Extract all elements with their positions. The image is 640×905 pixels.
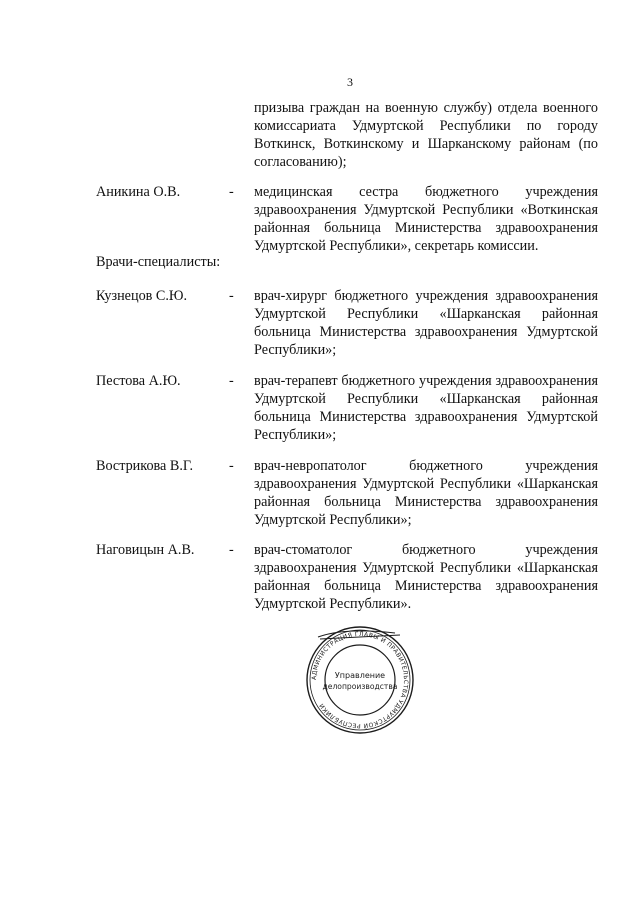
member-description: медицинская сестра бюджетного учреждения здравоохранения Удмуртской Республики «Воткинская районная больница Министерства здравоохранения Удмуртской Республики», секретарь комиссии. xyxy=(254,184,598,254)
stamp-inner-ring xyxy=(325,645,395,715)
specialist-description: врач-стоматолог бюджетного учреждения здравоохранения Удмуртской Республики «Шарканская районная больница Министерства здравоохранения Удмуртской Республики». xyxy=(254,542,598,612)
specialist-description: врач-хирург бюджетного учреждения здравоохранения Удмуртской Республики «Шарканская районная больница Министерства здравоохранения Удмуртской Республики»; xyxy=(254,288,598,358)
specialists-heading: Врачи-специалисты: xyxy=(96,254,221,270)
stamp-center-line1: Управление xyxy=(334,671,386,680)
specialist-dash: - xyxy=(229,288,234,304)
member-name: Аникина О.В. xyxy=(96,184,181,200)
specialist-description: врач-невропатолог бюджетного учреждения здравоохранения Удмуртской Республики «Шарканская районная больница Министерства здравоохранения Удмуртской Республики»; xyxy=(254,458,598,528)
specialist-description: врач-терапевт бюджетного учреждения здравоохранения Удмуртской Республики «Шарканская районная больница Министерства здравоохранения Удмуртской Республики»; xyxy=(254,373,598,443)
office-stamp xyxy=(300,625,420,735)
specialist-name: Наговицын А.В. xyxy=(96,542,195,558)
stamp-center-line2: делопроизводства xyxy=(322,682,398,691)
stamp-outer-ring xyxy=(307,627,413,733)
specialist-name: Вострикова В.Г. xyxy=(96,458,194,474)
specialist-name: Кузнецов С.Ю. xyxy=(96,288,188,304)
specialist-name: Пестова А.Ю. xyxy=(96,373,181,389)
specialist-dash: - xyxy=(229,373,234,389)
specialist-dash: - xyxy=(229,458,234,474)
member-dash: - xyxy=(229,184,234,200)
intro-continuation: призыва граждан на военную службу) отдела военного комиссариата Удмуртской Республики по городу Воткинск, Воткинскому и Шарканскому районам (по согласованию); xyxy=(254,100,598,170)
specialist-dash: - xyxy=(229,542,234,558)
stamp-ring-text: АДМИНИСТРАЦИЯ ГЛАВЫ И ПРАВИТЕЛЬСТВА УДМУРТСКОЙ РЕСПУБЛИКИ xyxy=(310,630,410,730)
page-number: 3 xyxy=(347,75,353,89)
